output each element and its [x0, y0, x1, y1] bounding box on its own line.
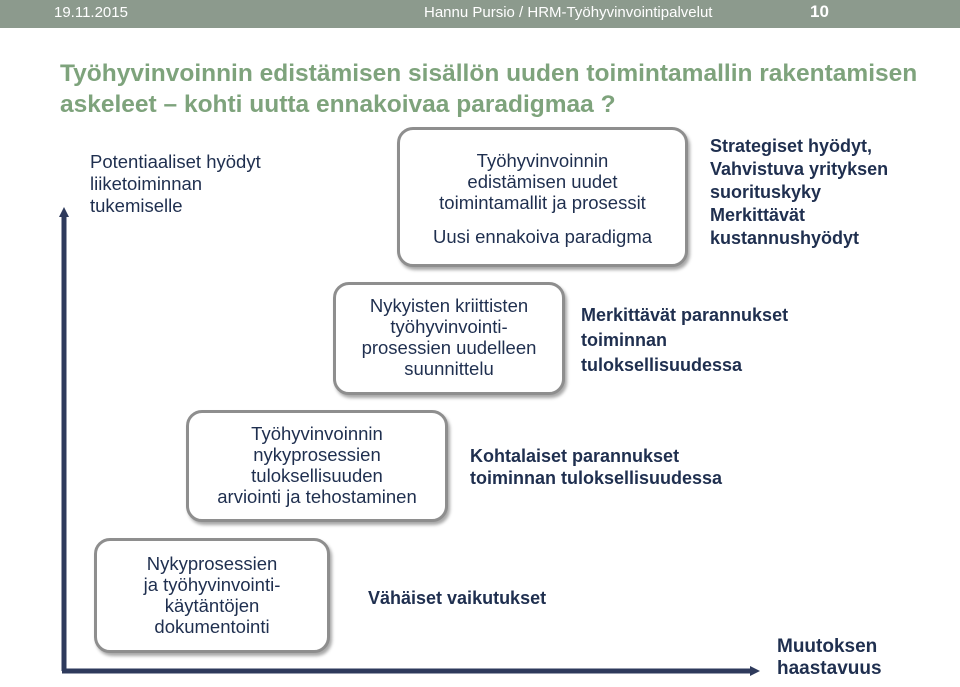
step-3-line: Nykyisten kriittisten	[369, 295, 529, 316]
step-4-line: Työhyvinvoinnin	[476, 150, 609, 171]
page-number: 10	[810, 2, 829, 21]
y-axis-label-line: tukemiselle	[90, 195, 183, 216]
step-box-2	[186, 410, 448, 522]
step-2-line: arviointi ja tehostaminen	[217, 486, 417, 507]
y-axis-label	[90, 151, 261, 217]
step-1-benefit-line: Vähäiset vaikutukset	[368, 588, 547, 608]
step-4-line: toimintamallit ja prosessit	[439, 192, 646, 213]
step-4-benefit	[710, 135, 888, 250]
step-box-1	[94, 538, 330, 653]
step-1-line: käytäntöjen	[164, 595, 260, 616]
step-box-3	[333, 282, 565, 395]
step-2-benefit-line: Kohtalaiset parannukset	[470, 446, 680, 466]
step-1-line: dokumentointi	[154, 616, 270, 637]
y-axis-label-line: liiketoiminnan	[90, 173, 203, 194]
step-1-line: Nykyprosessien	[146, 553, 278, 574]
step-2-benefit	[470, 445, 722, 489]
step-2-benefit-line: toiminnan tuloksellisuudessa	[470, 468, 723, 488]
x-axis-label-line: Muutoksen	[777, 636, 878, 657]
x-axis-label	[777, 636, 882, 680]
step-4-benefit-line: Strategiset hyödyt,	[710, 136, 873, 156]
step-3-line: työhyvinvointi-	[390, 316, 508, 337]
step-2-line: tuloksellisuuden	[251, 465, 383, 486]
slide-title-line-1: Työhyvinvoinnin edistämisen sisällön uuden toimintamallin rakentamisen	[60, 60, 918, 87]
slide-title-line-2: askeleet – kohti uutta ennakoivaa paradigmaa ?	[60, 91, 616, 118]
header-date: 19.11.2015	[54, 4, 128, 21]
step-1-benefit	[368, 587, 546, 609]
step-1-line: ja työhyvinvointi-	[143, 574, 281, 595]
step-4-line: edistämisen uudet	[467, 171, 618, 192]
step-3-line: suunnittelu	[404, 358, 494, 379]
step-4-benefit-line: Vahvistuva yrityksen	[710, 159, 889, 179]
step-2-line: nykyprosessien	[253, 444, 381, 465]
step-3-line: prosessien uudelleen	[361, 337, 537, 358]
x-axis-label-line: haastavuus	[777, 658, 882, 679]
step-3-benefit-line: Merkittävät parannukset	[581, 305, 789, 325]
step-3-benefit	[581, 303, 788, 378]
step-box-4	[397, 127, 688, 267]
step-3-benefit-line: toiminnan	[581, 330, 667, 350]
header-author: Hannu Pursio / HRM-Työhyvinvointipalvelut	[424, 4, 713, 21]
step-4-benefit-line: suorituskyky	[710, 182, 822, 202]
step-4-benefit-line: kustannushyödyt	[710, 228, 860, 248]
step-4-benefit-line: Merkittävät	[710, 205, 806, 225]
y-axis-label-line: Potentiaaliset hyödyt	[90, 151, 261, 172]
step-2-line: Työhyvinvoinnin	[251, 423, 383, 444]
step-4-subline: Uusi ennakoiva paradigma	[432, 226, 653, 247]
step-3-benefit-line: tuloksellisuudessa	[581, 355, 743, 375]
